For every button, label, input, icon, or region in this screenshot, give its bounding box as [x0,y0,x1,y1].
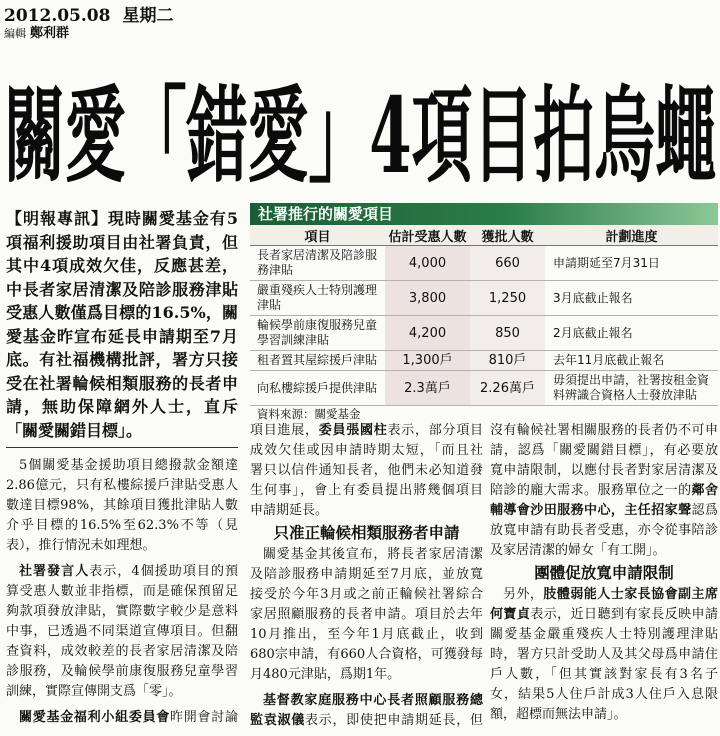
cell-progress: 2月底截止報名 [553,325,633,340]
cell-estimated: 1,300戶 [385,351,470,371]
cell-item: 向私樓綜援戶提供津貼 [257,380,378,395]
headline-text: 關愛「錯愛」4項目拍烏蠅 [4,74,716,190]
table-row [250,316,718,351]
cell-estimated: 4,200 [385,316,470,351]
text-line: 查資料，成效較差的長者家居清潔及陪 [6,644,238,659]
text-line: 訓練，實際宣傳開支爲「零」。 [6,684,182,699]
left-column [6,456,238,728]
headline [0,60,720,190]
text-line: 放寬申請有助長者受惠，亦令從事陪診 [490,523,718,538]
lead-paragraph [6,207,238,442]
text-line: 女，結果5人住戶計成3人住戶入息限 [490,687,718,702]
issue-weekday: 星期二 [122,6,174,26]
info-table-box [250,203,718,422]
text-line: 額，超標而無法申請」。 [490,707,627,722]
cell-estimated: 3,800 [385,281,470,316]
cell-approved: 1,250 [470,281,545,316]
text-segment: 另外， [503,587,544,602]
paragraph [250,421,483,521]
lead-divider [6,447,238,448]
text-line: 家居照顧服務的長者申請。項目於去年 [250,607,483,622]
text-line: 其中4項成效欠佳，反應甚差， [6,256,238,275]
text-line: 接受於今年3月或之前正輪候社署綜合 [250,587,483,602]
text-line: 5個關愛基金援助項目總撥款金額達 [19,458,238,473]
bold-name-segment: 關愛基金福利小組委員會 [19,710,171,725]
cell-estimated: 4,000 [385,246,470,281]
bold-name-segment: 鄰舍 [691,483,718,498]
text-line: 「關愛關錯目標」。 [6,420,143,440]
text-line: 生何事」，會上有委員提出將幾個項目 [250,483,483,498]
text-line: 月480元津貼，爲期1年。 [250,667,401,682]
cell-approved: 2.26萬戶 [470,371,545,406]
info-table [250,225,718,406]
editor-credit [4,22,69,41]
text-line: 中事，已透過不同渠道宣傳項目。但翻 [6,624,238,639]
text-line [250,711,483,731]
cell-progress: 申請期延至7月31日 [553,255,660,270]
subheading: 只准正輪候相類服務者申請 [273,523,460,542]
subheading: 團體促放寬申請限制 [534,563,674,582]
text-segment: 項目進展， [250,423,319,438]
text-line: 10月推出，至今年1月底截止，收到 [250,627,483,642]
text-line: 2.86億元，只有私樓綜援戶津貼受惠人 [6,478,238,493]
text-line: 診服務，及輪候學前康復服務兒童學習 [6,664,238,679]
cell-progress: 毋須提出申請，社署按租金資料辨識合資格人士發放津貼 [553,373,710,402]
bold-name-segment: 輔導會沙田服務中心，主任招家聲 [490,503,692,518]
text-line: 680宗申請，有660人合資格，可獲發每 [250,647,483,662]
table-row [250,281,718,316]
cell-item: 嚴重殘疾人士特別護理津貼 [257,283,378,312]
text-line [250,691,483,711]
table-source: 資料來源：關愛基金 [257,407,361,421]
paragraph [250,545,483,685]
table-row [250,351,718,371]
paragraph [6,562,238,702]
editor-name: 鄭利群 [30,26,70,41]
bold-name-segment: 監袁淑儀 [250,713,305,728]
paragraph [6,708,238,728]
paragraph [490,585,718,725]
text-line: 申請期延長。 [250,503,329,518]
column-header-progress: 計劃進度 [545,225,718,246]
column-header-estimated: 估計受惠人數 [385,225,470,246]
paragraph [6,456,238,556]
text-line: 成效欠佳或因申請時期太短，「而且社 [250,443,483,458]
text-segment: 表示，即使把申請期延長，但 [305,713,483,728]
middle-column [250,421,483,731]
paragraph [250,691,483,731]
text-line: 時，署方只計受助人及其父母爲申請住 [490,647,718,662]
text-line: 關愛基金嚴重殘疾人士特別護理津貼 [490,627,718,642]
bold-name-segment: 何寶貞 [490,607,531,622]
text-line: 表），推行情況未如理想。 [6,538,156,553]
text-line [6,708,238,728]
text-segment: 表示，部分項目 [387,423,483,438]
cell-approved: 660 [470,246,545,281]
text-line: 請，無助保障網外人士，直斥 [6,397,238,416]
text-line: 底。有社福機構批評，署方只接 [6,350,238,369]
text-segment: 表示，近日聽到有家長反映申請 [530,607,718,622]
issue-date: 2012.05.08 [4,6,111,26]
cell-progress: 去年11月底截止報名 [553,353,665,367]
cell-item: 租者置其屋綜援戶津貼 [257,353,378,367]
table-row [250,246,718,281]
text-line [490,481,718,501]
paragraph [490,421,718,561]
text-segment: 表示，4個援助項目的預 [89,564,238,579]
text-line [6,562,238,582]
text-line: 愛基金昨宣布延長申請期至7月 [6,326,238,346]
text-line: 寬申請限制，以應付長者對家居清潔及 [490,463,718,478]
text-line: 關愛基金其後宣布，將長者家居清潔 [263,547,483,562]
table-title: 社署推行的關愛項目 [250,203,718,225]
text-line [250,421,483,441]
bold-name-segment: 肢體弱能人士家長協會副主席 [543,587,718,602]
editor-label: 編輯 [4,27,26,40]
right-column [490,421,718,725]
text-line: 沒有輪候社署相關服務的長者仍不可申 [490,423,718,438]
text-line: 【明報專訊】現時關愛基金有5 [6,209,238,228]
cell-estimated: 2.3萬戶 [385,371,470,406]
text-segment: 昨開會討論 [170,710,238,725]
text-line [490,501,718,521]
text-line [490,605,718,625]
cell-item: 長者家居清潔及陪診服務津貼 [257,248,378,277]
text-line: 介乎目標的16.5%至62.3%不等（見 [6,518,238,533]
table-row [250,371,718,406]
column-header-item: 項目 [250,225,385,246]
table-body [250,246,718,406]
text-line: 算受惠人數並非指標，而是確保預留足 [6,584,238,599]
text-line: 受惠人數僅爲目標的16.5%，關 [6,303,238,322]
cell-approved: 850 [470,316,545,351]
text-line: 中長者家居清潔及陪診服務津貼 [6,279,238,299]
text-line: 項福利援助項目由社署負責，但 [6,232,238,252]
text-line [490,585,718,605]
text-line: 數達目標98%，其餘項目獲批津貼人數 [6,498,238,513]
cell-approved: 810戶 [470,351,545,371]
text-segment: 陪診的龐大需求。服務單位之一的 [490,483,692,498]
text-line: 及陪診服務申請期延至7月底，並放寬 [250,567,483,582]
bold-name-segment: 社署發言人 [19,564,90,579]
column-header-approved: 獲批人數 [470,225,545,246]
text-line: 受在社署輪候相類服務的長者申 [6,373,238,393]
cell-item: 輪候學前康復服務兒童學習訓練津貼 [257,318,378,347]
text-line: 戶人數，「但其實該對家長有3名子 [490,667,718,682]
cell-progress: 3月底截止報名 [553,290,633,305]
bold-name-segment: 委員張國柱 [318,423,388,438]
text-line: 請，認爲「關愛關錯目標」，有必要放 [490,443,718,458]
text-line: 署只以信件通知長者，他們未必知道發 [250,463,483,478]
table-header-row [250,225,718,246]
bold-name-segment: 基督教家庭服務中心長者照顧服務總 [263,693,483,708]
text-segment: 認爲 [691,503,718,518]
text-line: 及家居清潔的婦女「有工開」。 [490,543,666,558]
text-line: 夠款項發放津貼，實際數字較少是意料 [6,604,238,619]
